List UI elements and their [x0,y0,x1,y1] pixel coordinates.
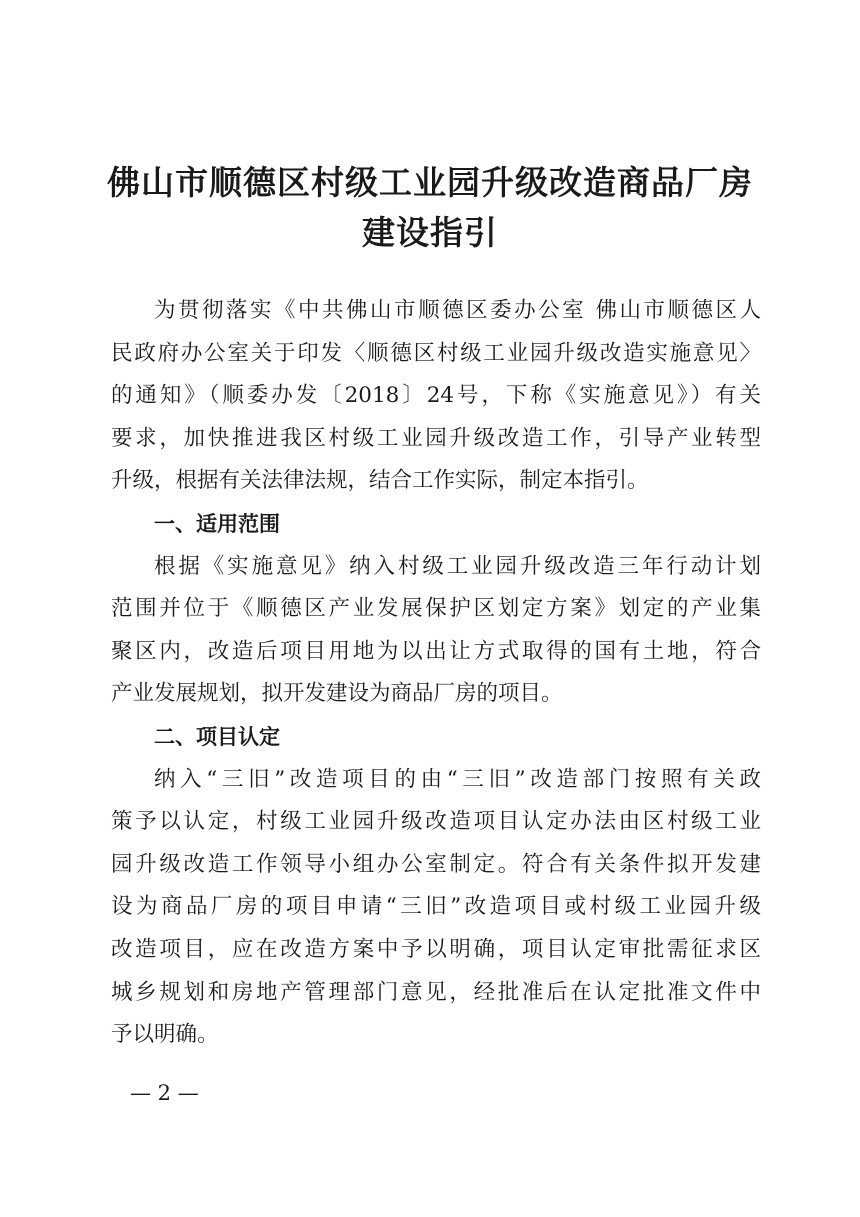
document-title-line-1: 佛山市顺德区村级工业园升级改造商品厂房 [107,163,753,202]
recognition-paragraph [111,759,761,1057]
page-number: — 2 — [130,1081,199,1105]
intro-paragraph [111,290,761,503]
section-heading-project-recognition: 二、项目认定 [154,724,280,749]
paragraph-line: 设为商品厂房的项目申请“三旧”改造项目或村级工业园升级 [111,894,761,920]
paragraph-line: 纳入“三旧”改造项目的由“三旧”改造部门按照有关政 [154,766,761,792]
paragraph-line: 为贯彻落实《中共佛山市顺德区委办公室 佛山市顺德区人 [154,298,761,323]
paragraph-line: 聚区内，改造后项目用地为以出让方式取得的国有土地，符合 [111,638,761,664]
paragraph-line: 民政府办公室关于印发〈顺德区村级工业园升级改造实施意见〉 [111,340,761,366]
paragraph-line: 策予以认定，村级工业园升级改造项目认定办法由区村级工业 [111,809,761,835]
paragraph-line: 的通知》（顺委办发〔2018〕24号，下称《实施意见》）有关 [111,383,761,409]
paragraph-line: 要求，加快推进我区村级工业园升级改造工作，引导产业转型 [111,425,761,451]
paragraph-line: 产业发展规划，拟开发建设为商品厂房的项目。 [111,681,563,707]
paragraph-line: 城乡规划和房地产管理部门意见，经批准后在认定批准文件中 [111,979,761,1005]
scope-paragraph [111,546,761,716]
paragraph-line: 升级，根据有关法律法规，结合工作实际，制定本指引。 [111,468,649,494]
section-heading-scope: 一、适用范围 [154,511,280,536]
paragraph-line: 予以明确。 [111,1022,219,1048]
paragraph-line: 根据《实施意见》纳入村级工业园升级改造三年行动计划 [154,553,761,579]
paragraph-line: 园升级改造工作领导小组办公室制定。符合有关条件拟开发建 [111,851,761,877]
document-title-line-2: 建设指引 [362,213,498,252]
document-body [111,290,761,1057]
paragraph-line: 范围并位于《顺德区产业发展保护区划定方案》划定的产业集 [111,596,761,622]
paragraph-line: 改造项目，应在改造方案中予以明确，项目认定审批需征求区 [111,936,761,962]
